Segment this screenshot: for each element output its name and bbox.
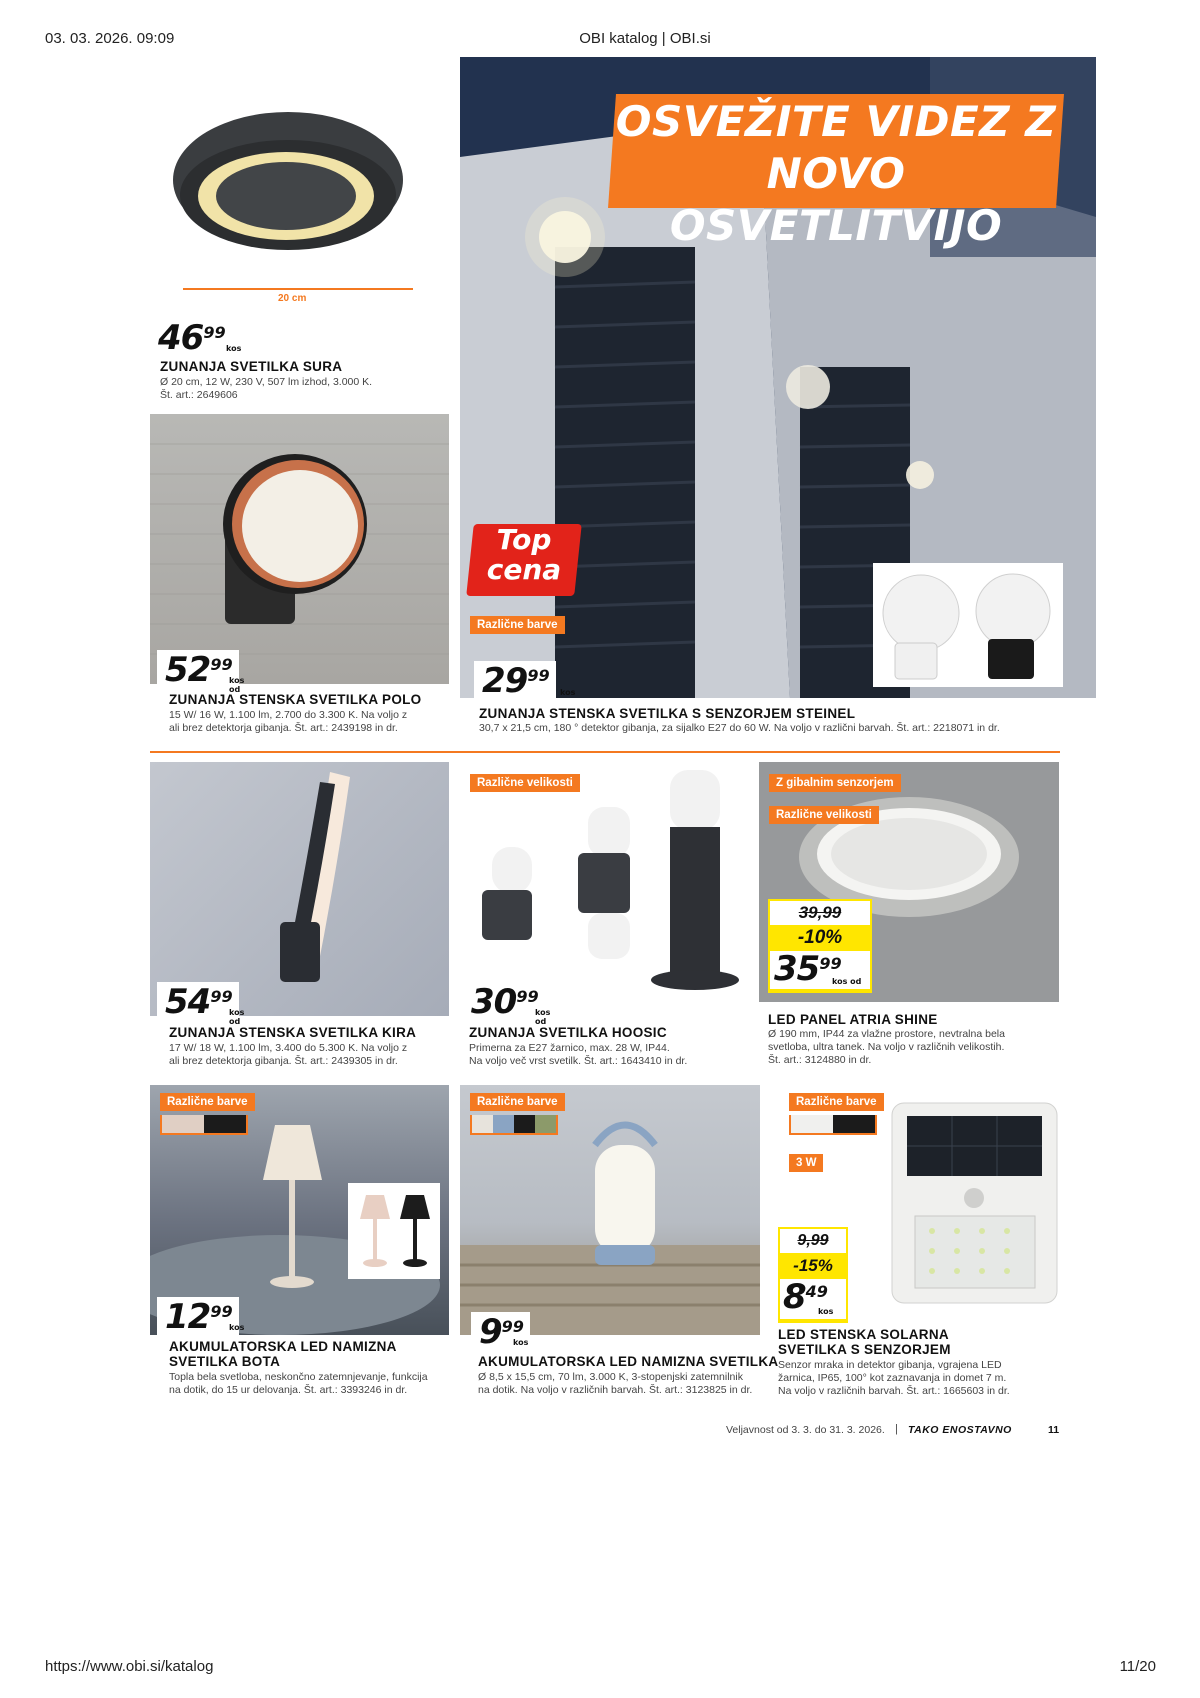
solar-title-2: SVETILKA S SENZORJEM: [778, 1342, 951, 1357]
bota-desc-2: na dotik, do 15 ur delovanja. Št. art.: 3393246 in dr.: [169, 1384, 408, 1396]
atria-title: LED PANEL ATRIA SHINE: [768, 1012, 938, 1027]
kira-image: [150, 762, 449, 1016]
sura-title: ZUNANJA SVETILKA SURA: [160, 359, 343, 374]
polo-desc-1: 15 W/ 16 W, 1.100 lm, 2.700 do 3.300 K. Na voljo z: [169, 709, 408, 721]
atria-old-price: 39,99: [770, 901, 870, 925]
solar-desc-2: žarnica, IP65, 100° kot zaznavanja in domet 7 m.: [778, 1372, 1007, 1384]
hoosic-title: ZUNANJA SVETILKA HOOSIC: [469, 1025, 667, 1040]
footer-slogan: TAKO ENOSTAVNO: [908, 1424, 1012, 1436]
atria-price-box: [768, 899, 872, 993]
solar-price-box: [778, 1227, 848, 1323]
swatch-white[interactable]: [472, 1115, 493, 1133]
sura-dimension-label: 20 cm: [278, 293, 307, 304]
print-page-count: 11/20: [1119, 1658, 1156, 1675]
kira-title: ZUNANJA STENSKA SVETILKA KIRA: [169, 1025, 417, 1040]
sura-price: 46 99 kos: [150, 318, 232, 356]
sura-desc-1: Ø 20 cm, 12 W, 230 V, 507 lm izhod, 3.000 K.: [160, 376, 373, 388]
solar-old-price: 9,99: [780, 1229, 846, 1253]
kira-desc-1: 17 W/ 18 W, 1.100 lm, 3.400 do 5.300 K. Na voljo z: [169, 1042, 408, 1054]
print-datetime: 03. 03. 2026. 09:09: [45, 30, 175, 47]
solar-title-1: LED STENSKA SOLARNA: [778, 1327, 949, 1342]
hoosic-sizes-tag: Različne velikosti: [470, 774, 580, 792]
solar-colors-tag: Različne barve: [789, 1093, 884, 1111]
sura-dimension-line: [183, 288, 413, 290]
hero-headline-line1: OSVEŽITE VIDEZ Z: [615, 97, 1057, 146]
bota-colors-tag: Različne barve: [160, 1093, 255, 1111]
print-page-title: OBI katalog | OBI.si: [579, 30, 711, 47]
swatch-black[interactable]: [833, 1115, 875, 1133]
lantern-desc-1: Ø 8,5 x 15,5 cm, 70 lm, 3.000 K, 3-stopenjski zatemnilnik: [478, 1371, 743, 1383]
section-divider: [150, 751, 1060, 753]
lantern-desc-2: na dotik. Na voljo v različnih barvah. Št. art.: 3123825 in dr.: [478, 1384, 753, 1396]
atria-price: 35 99 kos od: [770, 951, 870, 989]
hero-colors-tag: Različne barve: [470, 616, 565, 634]
bota-inset-image: [348, 1183, 440, 1279]
swatch-green[interactable]: [535, 1115, 556, 1133]
lantern-title: AKUMULATORSKA LED NAMIZNA SVETILKA: [478, 1354, 779, 1369]
solar-desc-3: Na voljo v različnih barvah. Št. art.: 1665603 in dr.: [778, 1385, 1010, 1397]
top-price-text: Top cena: [486, 523, 562, 586]
solar-image: [887, 1098, 1062, 1308]
sura-image: [160, 100, 420, 280]
swatch-blue[interactable]: [493, 1115, 514, 1133]
polo-title: ZUNANJA STENSKA SVETILKA POLO: [169, 692, 422, 707]
solar-price: 8 49 kos: [780, 1279, 846, 1319]
kira-desc-2: ali brez detektorja gibanja. Št. art.: 2439305 in dr.: [169, 1055, 398, 1067]
steinel-price: 29 99 kos: [474, 661, 556, 699]
hoosic-desc-1: Primerna za E27 žarnico, max. 28 W, IP44.: [469, 1042, 670, 1054]
atria-sensor-tag: Z gibalnim senzorjem: [769, 774, 901, 792]
polo-image: [150, 414, 449, 684]
hoosic-desc-2: Na voljo več vrst svetilk. Št. art.: 1643410 in dr.: [469, 1055, 688, 1067]
solar-discount: -15%: [793, 1256, 833, 1275]
steinel-title: ZUNANJA STENSKA SVETILKA S SENZORJEM STEINEL: [479, 706, 856, 721]
lantern-colors-tag: Različne barve: [470, 1093, 565, 1111]
bota-title-1: AKUMULATORSKA LED NAMIZNA: [169, 1339, 397, 1354]
solar-desc-1: Senzor mraka in detektor gibanja, vgrajena LED: [778, 1359, 1002, 1371]
hoosic-price: 30 99 kos od: [463, 982, 545, 1020]
bota-desc-1: Topla bela svetloba, neskončno zatemnjevanje, funkcija: [169, 1371, 428, 1383]
footer-separator: |: [895, 1423, 898, 1435]
sura-desc-2: Št. art.: 2649606: [160, 389, 238, 401]
catalog-page-number: 11: [1048, 1424, 1060, 1436]
atria-sizes-tag: Različne velikosti: [769, 806, 879, 824]
validity-text: Veljavnost od 3. 3. do 31. 3. 2026.: [726, 1424, 885, 1436]
bota-price: 12 99 kos: [157, 1297, 239, 1335]
polo-price: 52 99 kos od: [157, 650, 239, 688]
hero-headline: [612, 96, 1060, 252]
bota-title-2: SVETILKA BOTA: [169, 1354, 281, 1369]
kira-price: 54 99 kos od: [157, 982, 239, 1020]
polo-desc-2: ali brez detektorja gibanja. Št. art.: 2439198 in dr.: [169, 722, 398, 734]
atria-desc-3: Št. art.: 3124880 in dr.: [768, 1054, 872, 1066]
atria-discount: -10%: [797, 927, 843, 948]
atria-desc-1: Ø 190 mm, IP44 za vlažne prostore, nevtralna bela: [768, 1028, 1005, 1040]
swatch-white[interactable]: [791, 1115, 833, 1133]
steinel-inset-image: [873, 563, 1063, 687]
lantern-price: 9 99 kos: [471, 1312, 530, 1350]
swatch-black[interactable]: [204, 1115, 246, 1133]
lantern-color-swatches: [470, 1115, 558, 1135]
hero-headline-line2: NOVO OSVETLITVIJO: [669, 149, 1003, 250]
bota-color-swatches: [160, 1115, 248, 1135]
swatch-black[interactable]: [514, 1115, 535, 1133]
atria-desc-2: svetloba, ultra tanek. Na voljo v različnih velikostih.: [768, 1041, 1005, 1053]
print-url[interactable]: https://www.obi.si/katalog: [45, 1658, 214, 1675]
solar-color-swatches: [789, 1115, 877, 1135]
solar-watt-tag: 3 W: [789, 1154, 823, 1172]
hoosic-image: [460, 765, 760, 1005]
steinel-desc: 30,7 x 21,5 cm, 180 ° detektor gibanja, za sijalko E27 do 60 W. Na voljo v različni barvah. Št. art.: 2218071 in dr.: [479, 722, 1000, 734]
swatch-beige[interactable]: [162, 1115, 204, 1133]
